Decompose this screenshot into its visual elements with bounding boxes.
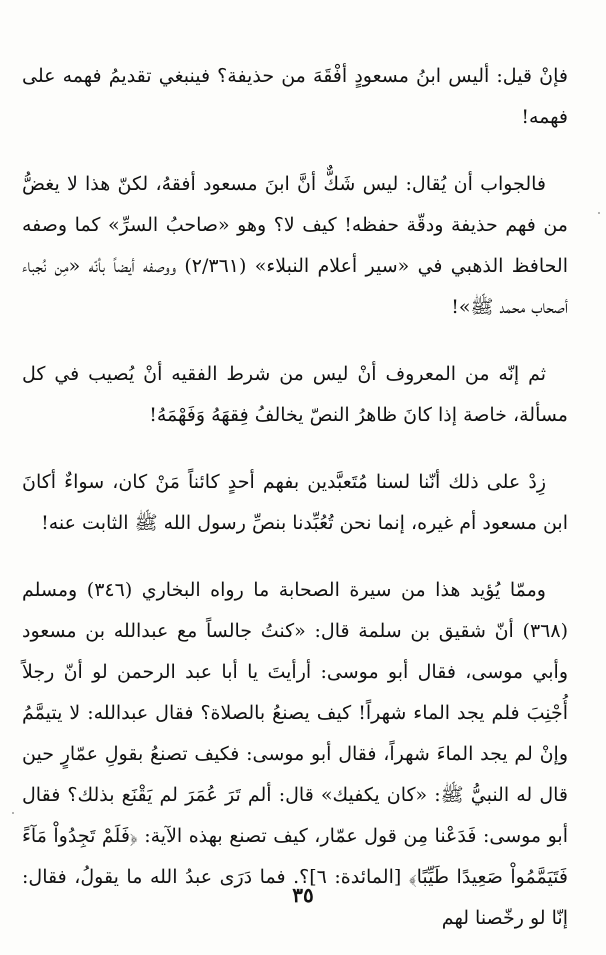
- page-number: ٣٥: [292, 883, 314, 907]
- scan-speck: [12, 812, 14, 814]
- paragraph-jurist-condition: ثم إنّه من المعروف أنْ ليس من شرط الفقيه أنْ يُصيب في كل مسألة، خاصة إذا كانَ ظاهرُ النصّ يخالفُ فِقهَهُ وَفَهْمَهُ!: [22, 363, 568, 426]
- paragraph-question: فإنْ قيل: أليس ابنُ مسعودٍ أفْقَهَ من حذيفة؟ فينبغي تقديمُ فهمه على فهمه!: [22, 65, 568, 128]
- paragraph-bukhari-narration: وممّا يُؤيد هذا من سيرة الصحابة ما رواه البخاري (٣٤٦) ومسلم (٣٦٨) أنّ شقيق بن سلمة قال: «كنتُ جالساً مع عبدالله بن مسعود وأبي موسى، فقال أبو موسى: أرأيتَ يا أبا عبد الرحمن لو أنّ رجلاً أُجْنِبَ فلم يجد الماء شهراً! كيف يصنعُ بالصلاة؟ فقال عبدالله: لا يتيمَّمُ وإنْ لم يجد الماءَ شهراً، فقال أبو موسى: فكيف تصنعُ بقولِ عمّارٍ حين قال له النبيُّ ﷺ: «كان يكفيك» قال: ألم تَرَ عُمَرَ لم يَقْنَع بذلك؟ فقال أبو موسى: فَدَعْنا مِن قول عمّار، كيف تصنع بهذه الآية: ﴿فَلَمْ تَجِدُواْ مَآءً فَتَيَمَّمُواْ صَعِيدًا طَيِّبًا﴾ [المائدة: ٦]؟. فما دَرَى عبدُ الله ما يقولُ، فقال: إنّا لو رخّصنا لهم: [22, 579, 568, 929]
- paragraph-not-bound: زِدْ على ذلك أنّنا لسنا مُتَعبَّدين بفهم أحدٍ كائناً مَنْ كان، سواءٌ أكانَ ابن مسعود أم غيره، إنما نحن تُعُبِّدنا بنصِّ رسول الله ﷺ الثابت عنه!: [22, 471, 568, 534]
- scan-speck: [598, 212, 600, 214]
- paragraph-answer: فالجواب أن يُقال: ليس شَكٌّ أنَّ ابنَ مسعود أفقهُ، لكنّ هذا لا يغضُّ من فهم حذيفة ودقّة حفظه! كيف لا؟ وهو «صاحبُ السرِّ» كما وصفه الحافظ الذهبي في «سير أعلام النبلاء» (٢/٣٦١) ووصفه أيضاً بأنّه «مِن نُجباء أصحاب محمد ﷺ»!: [22, 173, 568, 318]
- body-text: [22, 56, 568, 955]
